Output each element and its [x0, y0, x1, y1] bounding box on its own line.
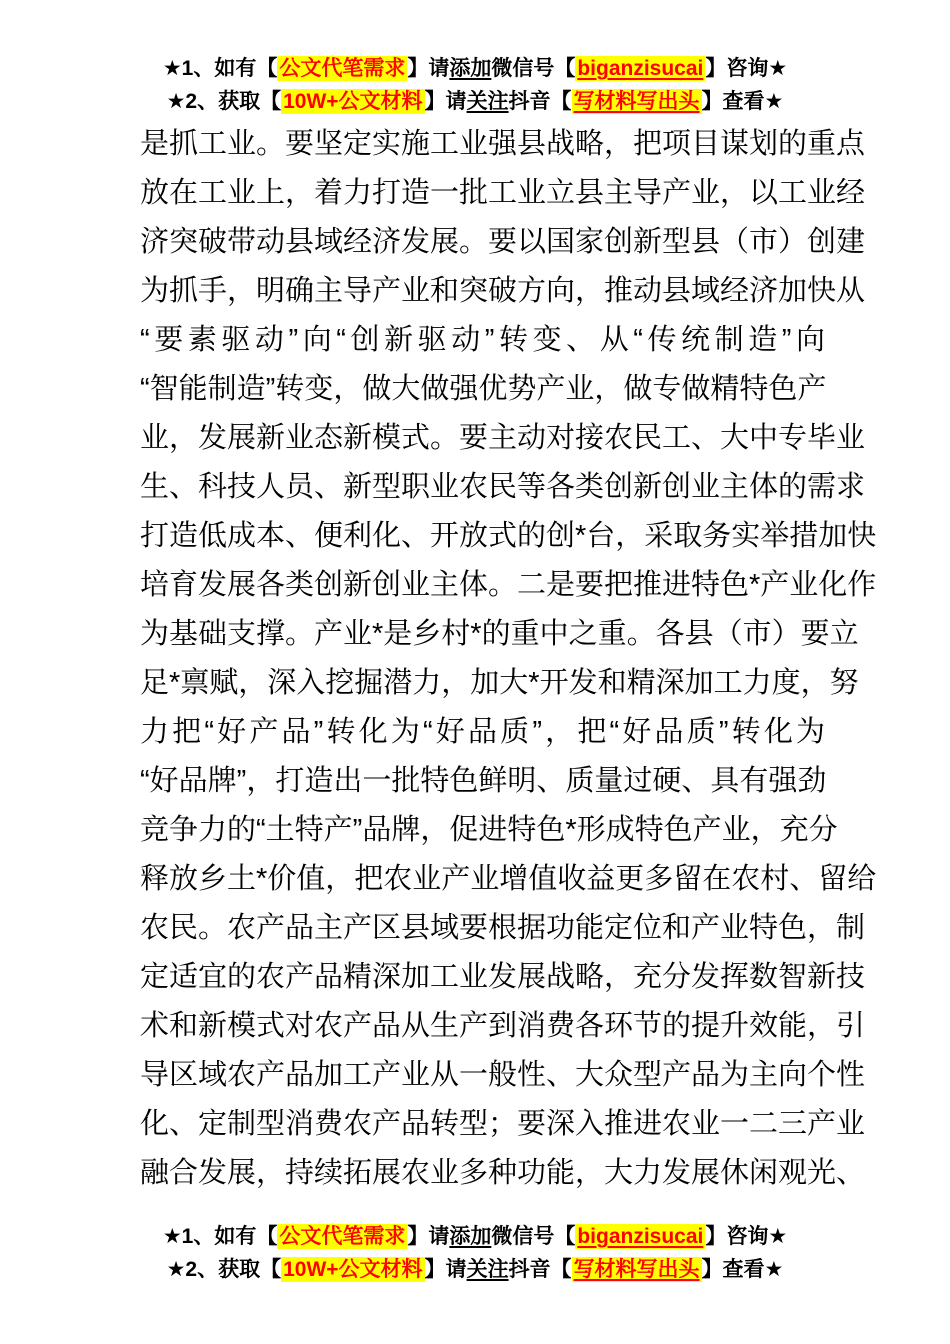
header-promo-line-2: [0, 85, 950, 118]
promo-text: ★2、获取【: [166, 1258, 282, 1281]
footer-promo-line-1: [0, 1220, 950, 1253]
promo-text: 微信号【: [491, 1225, 576, 1248]
promo-douyin-id: 写材料写出头: [573, 1258, 700, 1281]
promo-douyin-id: 写材料写出头: [573, 90, 700, 113]
promo-highlight-service: 公文代笔需求: [279, 57, 406, 80]
promo-underlined-follow: 关注: [466, 90, 509, 113]
promo-underlined-add: 添加: [449, 1225, 492, 1248]
body-text-line: “好品牌”，打造出一批特色鲜明、质量过硬、具有强劲: [140, 765, 827, 797]
promo-underlined-follow: 关注: [466, 1258, 509, 1281]
promo-text: 】请: [424, 90, 467, 113]
body-text-line: 生、科技人员、新型职业农民等各类创新创业主体的需求: [140, 471, 866, 503]
body-text-line: 放在工业上，着力打造一批工业立县主导产业，以工业经: [140, 177, 866, 209]
footer-promo-line-2: [0, 1253, 950, 1286]
body-text-line: “智能制造”转变，做大做强优势产业，做专做精特色产: [140, 373, 827, 405]
header-promo-line-1: [0, 52, 950, 85]
promo-highlight-materials: 10W+公文材料: [283, 1258, 423, 1281]
promo-underlined-add: 添加: [449, 57, 492, 80]
body-text-line: 力把“好产品”转化为“好品质”，把“好品质”转化为: [140, 716, 825, 748]
promo-text: 抖音【: [508, 90, 572, 113]
body-text-line: 融合发展，持续拓展农业多种功能，大力发展休闲观光、: [140, 1157, 866, 1189]
promo-text: 】咨询★: [705, 1225, 788, 1248]
promo-text: 】咨询★: [705, 57, 788, 80]
body-text-line: 释放乡土*价值，把农业产业增值收益更多留在农村、留给: [140, 863, 877, 895]
promo-text: ★2、获取【: [166, 90, 282, 113]
header-promo-banner: [0, 0, 950, 118]
body-text-line: 为抓手，明确主导产业和突破方向，推动县域经济加快从: [140, 275, 866, 307]
body-text-line: 竞争力的“土特产”品牌，促进特色*形成特色产业，充分: [140, 814, 838, 846]
promo-text: 】请: [424, 1258, 467, 1281]
promo-text: 微信号【: [491, 57, 576, 80]
promo-text: 】查看★: [701, 90, 784, 113]
body-text-line: 济突破带动县域经济发展。要以国家创新型县（市）创建: [140, 226, 866, 258]
body-text-line: 农民。农产品主产区县域要根据功能定位和产业特色，制: [140, 912, 866, 944]
body-text-line: 打造低成本、便利化、开放式的创*台，采取务实举措加快: [140, 520, 877, 552]
promo-text: 】查看★: [701, 1258, 784, 1281]
promo-text: 抖音【: [508, 1258, 572, 1281]
body-text-line: 为基础支撑。产业*是乡村*的重中之重。各县（市）要立: [140, 618, 859, 650]
promo-text: ★1、如有【: [162, 1225, 278, 1248]
body-text-line: 化、定制型消费农产品转型；要深入推进农业一二三产业: [140, 1108, 866, 1140]
promo-wechat-id: biganzisucai: [577, 57, 704, 80]
footer-promo-banner: [0, 1220, 950, 1286]
promo-wechat-id: biganzisucai: [577, 1225, 704, 1248]
body-text-line: 业，发展新业态新模式。要主动对接农民工、大中专毕业: [140, 422, 866, 454]
body-text-line: “要素驱动”向“创新驱动”转变、从“传统制造”向: [140, 324, 825, 356]
body-text-line: 术和新模式对农产品从生产到消费各环节的提升效能，引: [140, 1010, 866, 1042]
body-text-line: 培育发展各类创新创业主体。二是要把推进特色*产业化作: [140, 569, 877, 601]
body-text-line: 定适宜的农产品精深加工业发展战略，充分发挥数智新技: [140, 961, 866, 993]
document-body-text: [140, 120, 877, 1198]
body-text-line: 是抓工业。要坚定实施工业强县战略，把项目谋划的重点: [140, 128, 866, 160]
promo-text: 】请: [407, 1225, 450, 1248]
body-text-line: 足*禀赋，深入挖掘潜力，加大*开发和精深加工力度，努: [140, 667, 859, 699]
body-text-line: 导区域农产品加工产业从一般性、大众型产品为主向个性: [140, 1059, 866, 1091]
promo-highlight-service: 公文代笔需求: [279, 1225, 406, 1248]
promo-text: 】请: [407, 57, 450, 80]
promo-highlight-materials: 10W+公文材料: [283, 90, 423, 113]
promo-text: ★1、如有【: [162, 57, 278, 80]
